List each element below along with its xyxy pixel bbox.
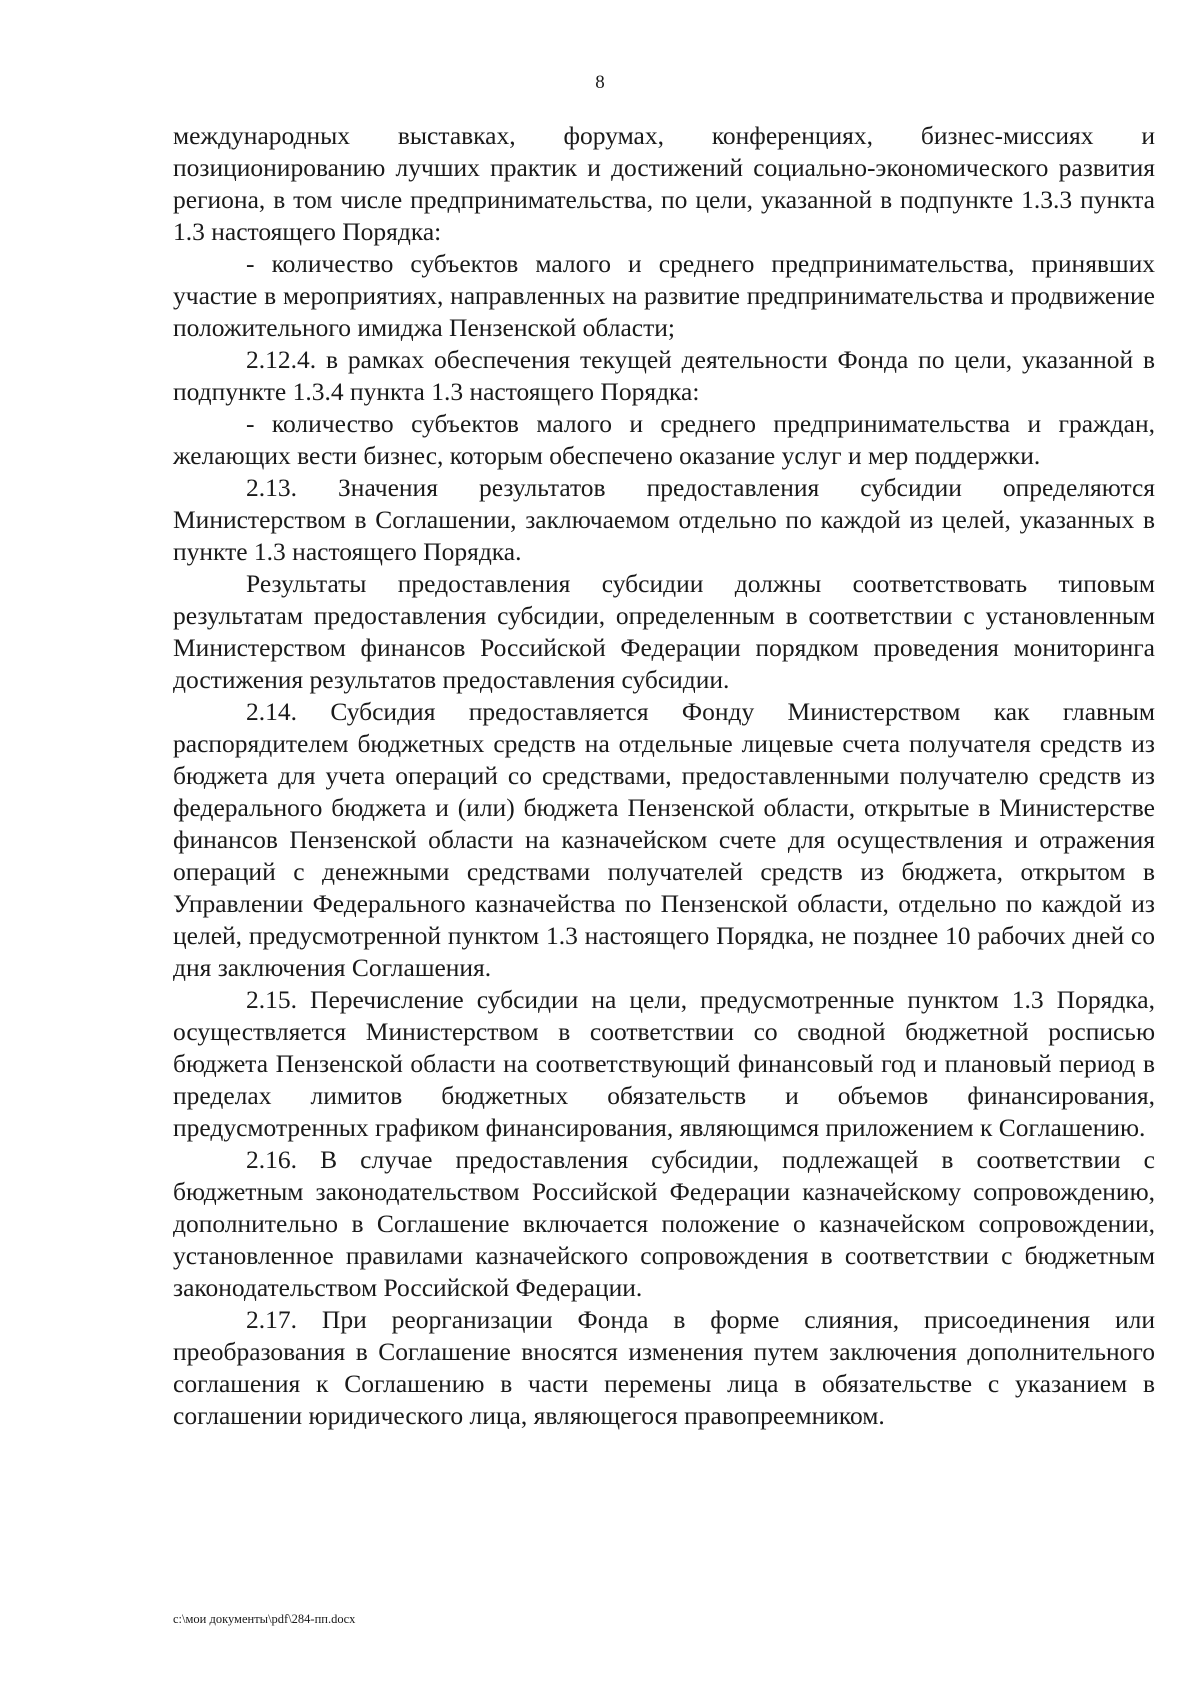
document-body xyxy=(173,120,1155,1432)
paragraph-2-15: 2.15. Перечисление субсидии на цели, предусмотренные пунктом 1.3 Порядка, осуществляется Министерством в соответствии со сводной бюджетной росписью бюджета Пензенской области на соответствующий финансовый год и плановый период в пределах лимитов бюджетных обязательств и объемов финансирования, предусмотренных графиком финансирования, являющимся приложением к Соглашению. xyxy=(173,985,1155,1142)
paragraph-indicator-support: - количество субъектов малого и среднего предпринимательства и граждан, желающих вести бизнес, которым обеспечено оказание услуг и мер поддержки. xyxy=(173,409,1155,470)
paragraph-2-17: 2.17. При реорганизации Фонда в форме слияния, присоединения или преобразования в Соглашение вносятся изменения путем заключения дополнительного соглашения к Соглашению в части перемены лица в обязательстве с указанием в соглашении юридического лица, являющегося правопреемником. xyxy=(173,1305,1155,1430)
paragraph-2-12-4: 2.12.4. в рамках обеспечения текущей деятельности Фонда по цели, указанной в подпункте 1.3.4 пункта 1.3 настоящего Порядка: xyxy=(173,345,1155,406)
paragraph-results-typical: Результаты предоставления субсидии должны соответствовать типовым результатам предоставления субсидии, определенным в соответствии с установленным Министерством финансов Российской Федерации порядком проведения мониторинга достижения результатов предоставления субсидии. xyxy=(173,569,1155,694)
page-number: 8 xyxy=(595,72,605,93)
paragraph-2-13: 2.13. Значения результатов предоставления субсидии определяются Министерством в Соглашении, заключаемом отдельно по каждой из целей, указанных в пункте 1.3 настоящего Порядка. xyxy=(173,473,1155,566)
paragraph-2-16: 2.16. В случае предоставления субсидии, подлежащей в соответствии с бюджетным законодательством Российской Федерации казначейскому сопровождению, дополнительно в Соглашение включается положение о казначейском сопровождении, установленное правилами казначейского сопровождения в соответствии с бюджетным законодательством Российской Федерации. xyxy=(173,1145,1155,1302)
footer-file-path: c:\мои документы\pdf\284-пп.docx xyxy=(173,1612,356,1626)
paragraph-2-14: 2.14. Субсидия предоставляется Фонду Министерством как главным распорядителем бюджетных средств на отдельные лицевые счета получателя средств из бюджета для учета операций со средствами, предоставленными получателю средств из федерального бюджета и (или) бюджета Пензенской области, открытые в Министерстве финансов Пензенской области на казначейском счете для осуществления и отражения операций с денежными средствами получателей средств из бюджета, открытом в Управлении Федерального казначейства по Пензенской области, отдельно по каждой из целей, предусмотренной пунктом 1.3 настоящего Порядка, не позднее 10 рабочих дней со дня заключения Соглашения. xyxy=(173,697,1155,982)
paragraph-intro-continuation: международных выставках, форумах, конференциях, бизнес-миссиях и позиционированию лучших практик и достижений социально-экономического развития региона, в том числе предпринимательства, по цели, указанной в подпункте 1.3.3 пункта 1.3 настоящего Порядка: xyxy=(173,121,1155,246)
paragraph-indicator-participants: - количество субъектов малого и среднего предпринимательства, принявших участие в мероприятиях, направленных на развитие предпринимательства и продвижение положительного имиджа Пензенской области; xyxy=(173,249,1155,342)
